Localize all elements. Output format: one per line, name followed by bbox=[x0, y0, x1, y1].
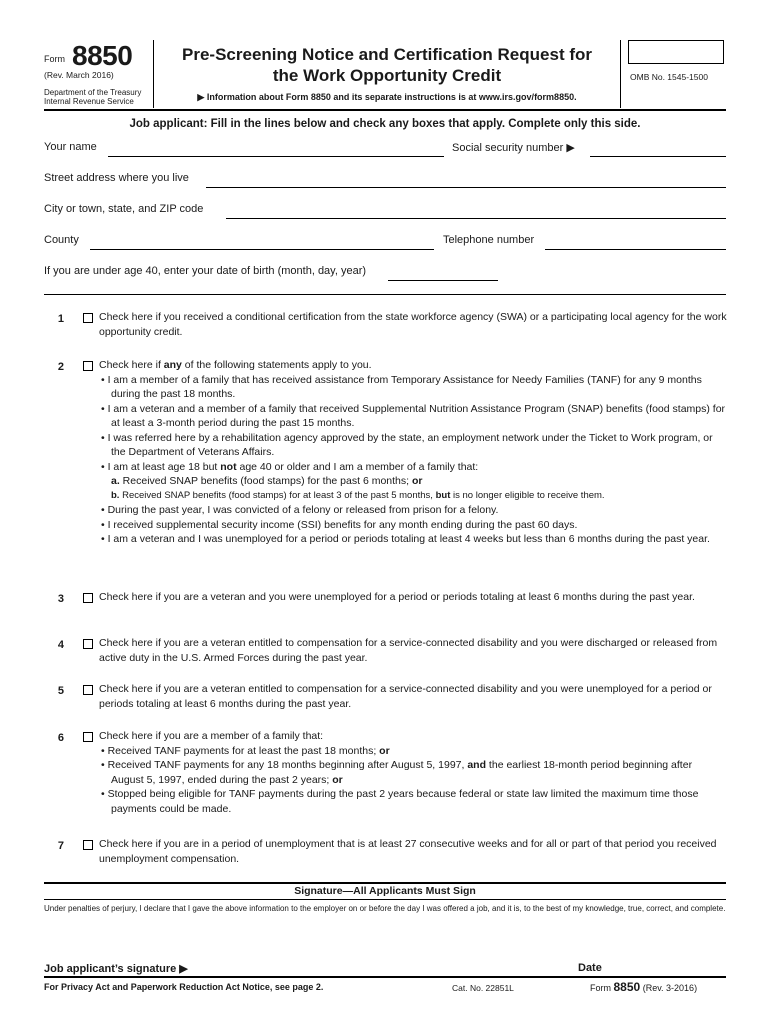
item-2-bullet: • I am a veteran and I was unemployed for a period or periods totaling at least 4 weeks but less than 6 months during the past year. bbox=[101, 533, 710, 545]
item-2-bullet: • I am a veteran and a member of a family that received Supplemental Nutrition Assistance Program (SNAP) benefits (food stamps) for at least a 3-month period during the past 15 months. bbox=[101, 402, 726, 429]
form-number: 8850 bbox=[72, 40, 133, 71]
item-6-bullet: • Received TANF payments for any 18 months beginning after August 5, 1997, and the earliest 18-month period beginning after August 5, 1997, ended during the past 2 years; or bbox=[101, 759, 693, 786]
item-5-text: Check here if you are a veteran entitled to compensation for a service-connected disability and you were unemployed for a period or periods totaling at least 6 months during the past year. bbox=[99, 683, 712, 710]
item-2-bullet: • I was referred here by a rehabilitation agency approved by the state, an employment network under the Ticket to Work program, or the Department of Veterans Affairs. bbox=[101, 431, 713, 458]
item-1-checkbox[interactable] bbox=[83, 313, 93, 323]
ssn-label: Social security number ▶ bbox=[452, 142, 575, 154]
item-6-number: 6 bbox=[57, 732, 64, 744]
item-2-sub-a: a. Received SNAP benefits (food stamps) for the past 6 months; or bbox=[111, 475, 423, 487]
county-field[interactable] bbox=[90, 249, 434, 250]
dob-field[interactable] bbox=[388, 280, 498, 281]
street-label: Street address where you live bbox=[44, 172, 189, 184]
header-rule bbox=[44, 109, 726, 111]
name-label: Your name bbox=[44, 141, 97, 153]
item-2-bullet: • During the past year, I was convicted of a felony or released from prison for a felony. bbox=[101, 504, 499, 516]
item-2-checkbox[interactable] bbox=[83, 361, 93, 371]
privacy-notice: For Privacy Act and Paperwork Reduction Act Notice, see page 2. bbox=[44, 982, 324, 992]
item-3-checkbox[interactable] bbox=[83, 593, 93, 603]
item-1-text: Check here if you received a conditional certification from the state workforce agency (SWA) or a participating local agency for the work opportunity credit. bbox=[99, 311, 727, 338]
item-6-text: Check here if you are a member of a family that: • Received TANF payments for at least the past 18 months; or • Received TANF payments for any 18 months beginning after August 5, 1997, and the earliest 18-month period beginning after August 5, 1997, ended during the past 2 years; or • Stopped being eligible for TANF payments during the past 2 years because federal or state law limited the maximum time those payments could be made. bbox=[99, 729, 727, 816]
signature-title: Signature—All Applicants Must Sign bbox=[294, 885, 476, 897]
ssn-field[interactable] bbox=[590, 156, 726, 157]
item-7-checkbox[interactable] bbox=[83, 840, 93, 850]
fields-rule bbox=[44, 294, 726, 295]
item-4-text: Check here if you are a veteran entitled to compensation for a service-connected disability and you were discharged or released from active duty in the U.S. Armed Forces during the past year. bbox=[99, 637, 718, 664]
county-label: County bbox=[44, 234, 79, 246]
dob-label: If you are under age 40, enter your date of birth (month, day, year) bbox=[44, 265, 367, 277]
city-label: City or town, state, and ZIP code bbox=[44, 203, 204, 215]
date-label: Date bbox=[578, 962, 602, 974]
signature-top-rule bbox=[44, 882, 726, 884]
item-5-number: 5 bbox=[57, 685, 64, 697]
item-2-number: 2 bbox=[57, 361, 64, 373]
catalog-number: Cat. No. 22851L bbox=[452, 983, 514, 993]
department: Department of the Treasury Internal Revenue Service bbox=[44, 88, 142, 106]
signature-title-rule bbox=[44, 899, 726, 900]
omb-box bbox=[628, 40, 724, 64]
omb-number: OMB No. 1545-1500 bbox=[630, 72, 708, 82]
item-2-bullet: • I received supplemental security income (SSI) benefits for any month ending during the past 60 days. bbox=[101, 518, 578, 531]
item-6-bullet: • Stopped being eligible for TANF payments during the past 2 years because federal or state law limited the maximum time those payments could be made. bbox=[101, 788, 699, 815]
item-2-text: Check here if any of the following statements apply to you. • I am a member of a family that has received assistance from Temporary Assistance for Needy Families (TANF) for any 9 months during the past 18 months. • I am a veteran and a member of a family that received Supplemental Nutrition Assistance Program (SNAP) benefits (food stamps) for at least a 3-month period during the past 15 months. • I was referred here by a rehabilitation agency approved by the state, an employment network under the Ticket to Work program, or the Department of Veterans Affairs. • I am at least age 18 but not age 40 or older and I am a member of a family that: a. Received SNAP benefits (food stamps) for the past 6 months; or b. Received SNAP benefits (food stamps) for at least 3 of the past 5 months, but is no longer eligible to receive them. • During the past year, I was convicted of a felony or released from prison for a felony. • I received supplemental security income (SSI) benefits for any month ending during the past 60 days. • I am a veteran and I was unemployed for a period or periods totaling at least 4 weeks but less than 6 months during the past year. bbox=[99, 359, 726, 545]
signature-bottom-rule bbox=[44, 976, 726, 978]
signature-label: Job applicant’s signature ▶ bbox=[44, 963, 188, 975]
street-field[interactable] bbox=[206, 187, 726, 188]
item-6-bullet: • Received TANF payments for at least the past 18 months; or bbox=[101, 744, 390, 757]
city-field[interactable] bbox=[226, 218, 726, 219]
item-2-sub-b: b. Received SNAP benefits (food stamps) for at least 3 of the past 5 months, but is no longer eligible to receive them. bbox=[111, 489, 605, 501]
form-id-block bbox=[44, 40, 154, 108]
item-7-number: 7 bbox=[57, 840, 64, 852]
item-2-bullet: • I am a member of a family that has received assistance from Temporary Assistance for Needy Families (TANF) for any 9 months during the past 18 months. bbox=[101, 373, 702, 400]
item-4-number: 4 bbox=[57, 639, 64, 651]
info-line: ▶ Information about Form 8850 and its separate instructions is at www.irs.gov/form8850. bbox=[197, 92, 577, 102]
applicant-instructions: Job applicant: Fill in the lines below and check any boxes that apply. Complete only this side. bbox=[129, 118, 641, 130]
omb-divider bbox=[620, 40, 621, 108]
item-5-checkbox[interactable] bbox=[83, 685, 93, 695]
item-1-number: 1 bbox=[57, 313, 64, 325]
telephone-field[interactable] bbox=[545, 249, 726, 250]
item-3-text: Check here if you are a veteran and you were unemployed for a period or periods totaling at least 6 months during the past year. bbox=[99, 591, 695, 603]
perjury-statement: Under penalties of perjury, I declare that I gave the above information to the employer on or before the day I was offered a job, and it is, to the best of my knowledge, true, correct, and complete. bbox=[44, 904, 726, 913]
item-6-checkbox[interactable] bbox=[83, 732, 93, 742]
item-2-bullet: • I am at least age 18 but not age 40 or older and I am a member of a family that: bbox=[101, 460, 479, 473]
item-3-number: 3 bbox=[57, 593, 64, 605]
telephone-label: Telephone number bbox=[443, 234, 535, 246]
name-field[interactable] bbox=[108, 156, 444, 157]
form-word: Form bbox=[44, 54, 65, 64]
item-4-checkbox[interactable] bbox=[83, 639, 93, 649]
form-title: Pre-Screening Notice and Certification Request for the Work Opportunity Credit bbox=[182, 45, 592, 85]
footer-form-id: Form 8850 (Rev. 3-2016) bbox=[590, 980, 698, 994]
revision-date: (Rev. March 2016) bbox=[44, 70, 114, 80]
item-7-text: Check here if you are in a period of unemployment that is at least 27 consecutive weeks and for all or part of that period you received unemployment compensation. bbox=[99, 838, 717, 865]
